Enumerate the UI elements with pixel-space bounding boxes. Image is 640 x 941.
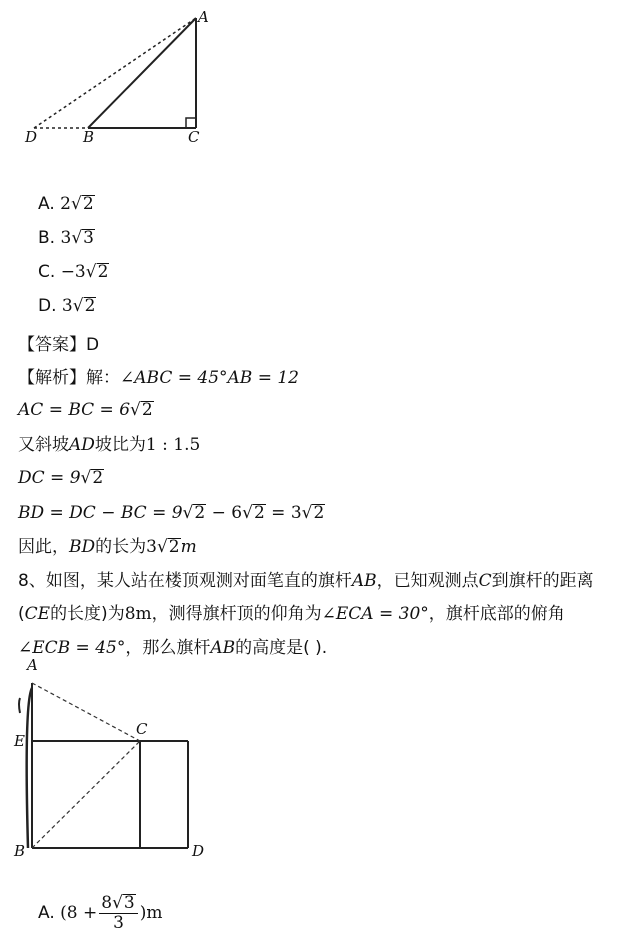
sightline-cb [32,741,140,848]
line-ba [88,18,196,128]
option-b: B. 3√3 [38,228,94,248]
label-d2: D [192,842,205,860]
q8-line3: ∠ECB = 45°，那么旗杆AB的高度是( ). [18,638,328,658]
option-d: D. 3√2 [38,296,96,316]
equation-ac: AC = BC = 6√2 [18,400,153,420]
label-d: D [25,128,38,146]
label-a: A [198,8,209,26]
q8-line2: (CE的长度)为8m，测得旗杆顶的仰角为∠ECA = 30°，旗杆底部的俯角 [18,604,565,624]
flagpole-figure [10,658,220,863]
q8-option-a: A. (8 + $\frac{8√3}{3}$ )m [38,893,163,933]
fraction: $\frac{8√3}{3}$ [99,894,138,932]
equation-dc: DC = 9√2 [18,468,104,488]
analysis-line: 【解析】解：∠ABC = 45°AB = 12 [18,368,299,388]
triangle-figure [20,8,220,148]
sightline-ca [32,683,140,741]
flag-edge [19,698,20,713]
q8-line1: 8、如图，某人站在楼顶观测对面笔直的旗杆AB，已知观测点C到旗杆的距离 [18,571,594,591]
label-c2: C [136,720,148,738]
label-c: C [188,128,200,146]
option-a: A. 2√2 [38,194,94,214]
equation-bd: BD = DC − BC = 9√2 − 6√2 = 3√2 [18,503,325,523]
label-a2: A [27,658,38,674]
right-angle-mark [186,118,196,128]
slope-line: 又斜坡AD坡比为1 : 1.5 [18,435,201,455]
label-e: E [14,732,25,750]
label-b: B [83,128,95,146]
dotted-line-ad [34,18,196,128]
option-c: C. −3√2 [38,262,109,282]
conclusion-line: 因此，BD的长为3√2m [18,537,197,557]
answer-line: 【答案】D [18,335,100,355]
label-b2: B [14,842,26,860]
